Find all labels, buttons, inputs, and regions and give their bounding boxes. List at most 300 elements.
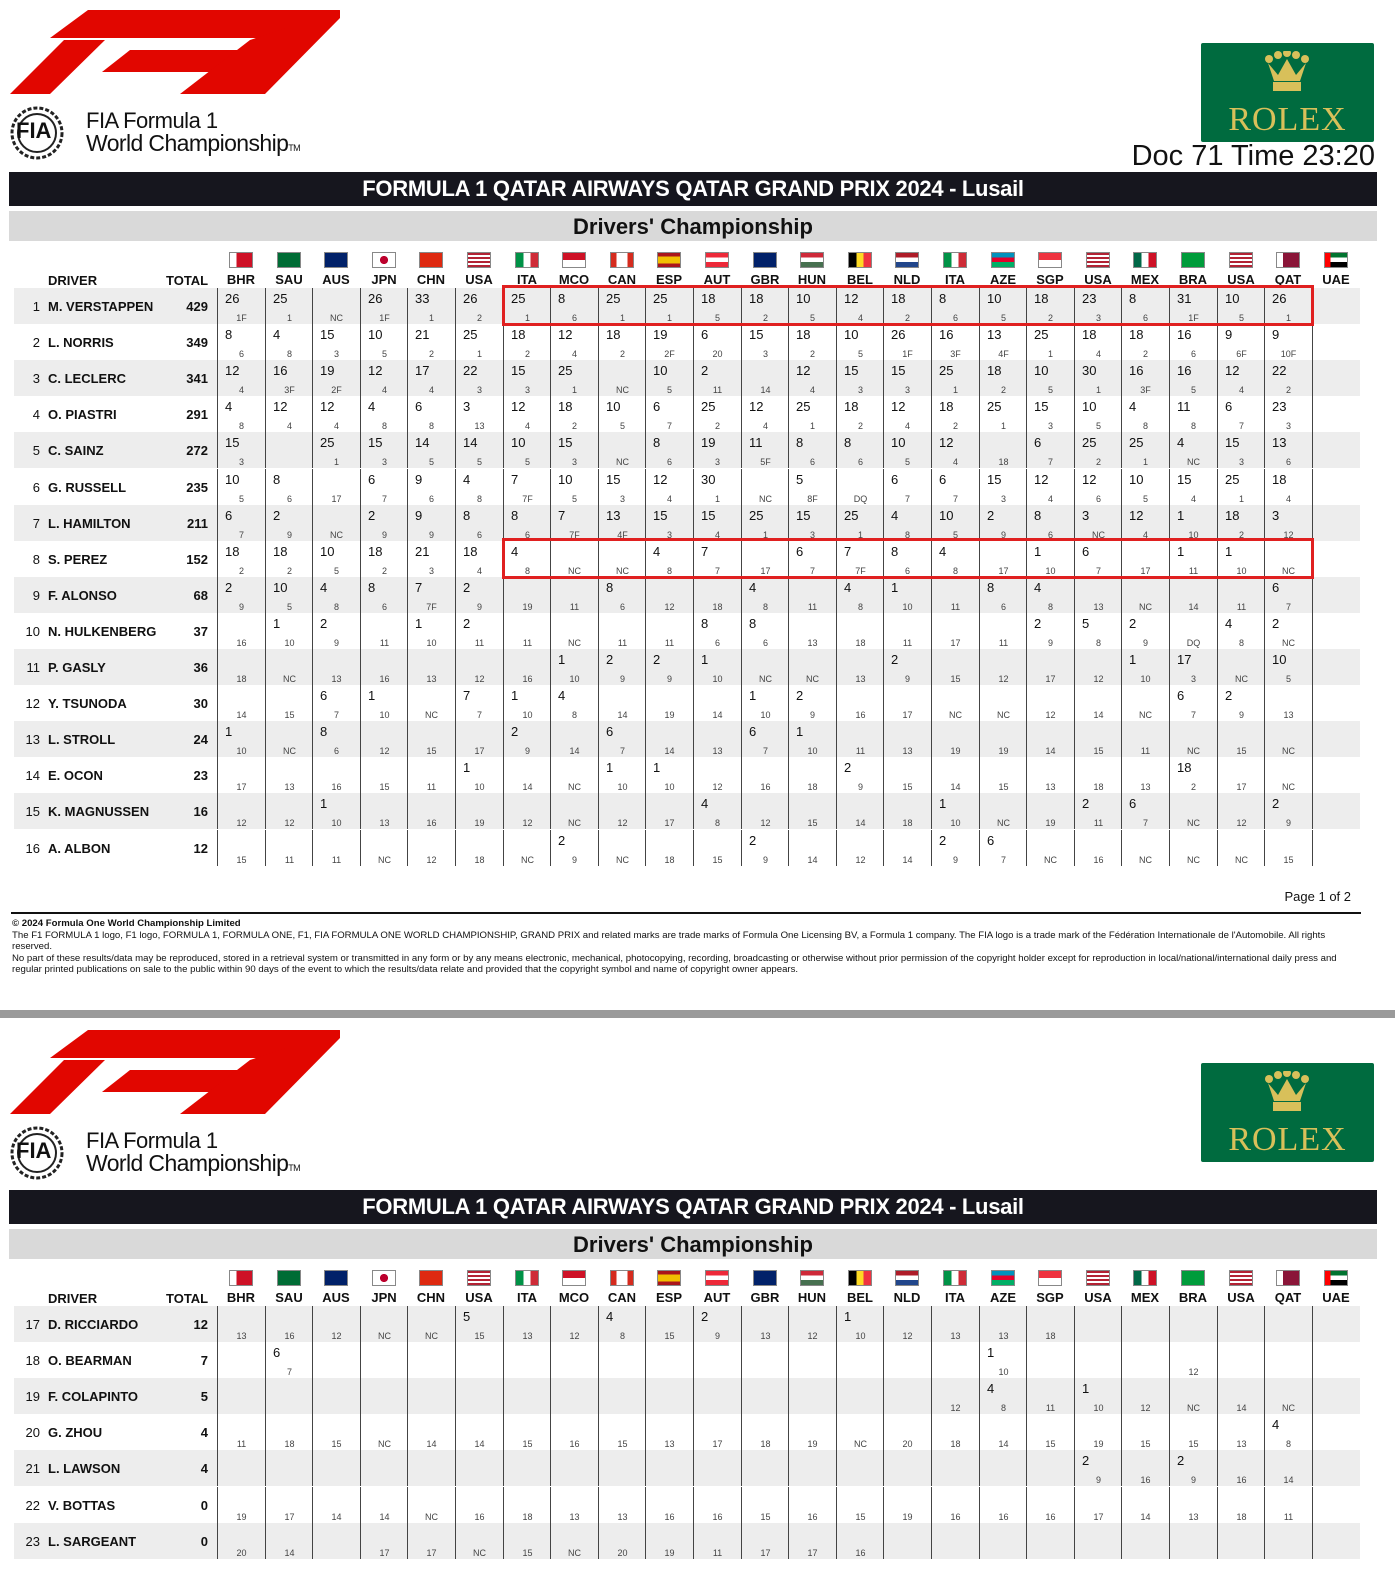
race-points: 7	[415, 580, 423, 595]
race-result-cell	[979, 432, 1026, 468]
race-points: 4	[653, 544, 661, 559]
driver-total: 16	[193, 804, 208, 819]
fia-line-2: World ChampionshipTM	[86, 1150, 301, 1176]
race-code: NLD	[893, 1290, 921, 1305]
race-finish: 1	[857, 530, 863, 540]
race-finish: 10	[379, 710, 390, 720]
crown-icon	[1264, 51, 1310, 93]
race-column-usa	[455, 1270, 503, 1308]
race-result-cell	[788, 830, 835, 866]
race-finish: 13	[1188, 1512, 1199, 1522]
race-result-cell	[836, 685, 883, 721]
race-points: 25	[273, 291, 288, 306]
race-finish: 2	[286, 566, 292, 576]
race-points: 10	[511, 435, 526, 450]
race-finish: 12	[379, 746, 390, 756]
race-points: 10	[320, 544, 335, 559]
race-points: 2	[463, 580, 471, 595]
race-points: 2	[796, 688, 804, 703]
race-result-cell	[741, 288, 788, 324]
race-finish: NC	[1282, 638, 1295, 648]
race-result-cell	[836, 613, 883, 649]
race-result-cell	[1074, 1450, 1121, 1486]
race-result-cell	[741, 360, 788, 396]
race-points: 6	[1225, 399, 1233, 414]
race-result-cell	[550, 505, 597, 541]
race-finish: 9	[714, 1331, 720, 1341]
race-points: 6	[653, 399, 661, 414]
driver-name: O. PIASTRI	[48, 407, 117, 422]
race-result-cell	[1264, 1414, 1311, 1450]
race-result-cell	[979, 757, 1026, 793]
race-result-cell	[931, 505, 978, 541]
race-finish: 13	[379, 818, 390, 828]
race-result-cell	[693, 721, 740, 757]
race-finish: 9	[809, 710, 815, 720]
race-result-cell	[741, 432, 788, 468]
race-points: 18	[891, 291, 906, 306]
race-points: 15	[225, 435, 240, 450]
race-result-cell	[788, 1378, 835, 1414]
race-points: 25	[653, 291, 668, 306]
driver-position: 13	[25, 732, 40, 747]
race-finish: 15	[426, 746, 437, 756]
driver-total: 429	[186, 299, 208, 314]
race-column-bra	[1169, 1270, 1217, 1308]
footer	[12, 918, 1367, 976]
race-finish: 2	[714, 421, 720, 431]
race-result-cell	[788, 685, 835, 721]
flag-usa-icon	[1086, 1270, 1110, 1286]
race-result-cell	[217, 1450, 264, 1486]
race-finish: 10	[1045, 566, 1056, 576]
race-finish: 15	[474, 1331, 485, 1341]
driver-position: 2	[32, 335, 40, 350]
race-result-cell	[1264, 830, 1311, 866]
race-finish: 15	[1188, 1439, 1199, 1449]
section-title: Drivers' Championship	[9, 1229, 1377, 1259]
race-code: BHR	[226, 1290, 256, 1305]
race-result-cell	[645, 1523, 692, 1559]
race-finish: 7	[904, 494, 910, 504]
race-result-cell	[693, 1523, 740, 1559]
race-points: 10	[1034, 363, 1049, 378]
race-finish: 4	[1238, 385, 1244, 395]
race-result-cell	[1217, 721, 1264, 757]
race-finish: NC	[330, 313, 343, 323]
race-result-cell	[598, 1306, 645, 1342]
race-finish: NC	[1235, 855, 1248, 865]
race-finish: 1	[1047, 349, 1053, 359]
race-result-cell	[360, 830, 407, 866]
race-code: AZE	[990, 272, 1016, 287]
race-result-cell	[265, 396, 312, 432]
race-code: UAE	[1322, 1290, 1350, 1305]
race-result-cell	[1169, 721, 1216, 757]
race-result-cell	[931, 324, 978, 360]
race-finish: 14	[522, 782, 533, 792]
race-result-cell	[217, 649, 264, 685]
race-column-bel	[836, 1270, 884, 1308]
race-result-cell	[1169, 793, 1216, 829]
race-column-mco	[550, 1270, 598, 1308]
race-result-cell	[503, 1414, 550, 1450]
race-result-cell	[883, 685, 930, 721]
race-points: 4	[463, 472, 471, 487]
race-finish: 13	[1140, 782, 1151, 792]
race-result-cell	[883, 613, 930, 649]
race-points: 15	[987, 472, 1002, 487]
race-finish: NC	[997, 818, 1010, 828]
race-result-cell	[407, 1450, 454, 1486]
race-finish: 2F	[664, 349, 675, 359]
race-result-cell	[979, 1487, 1026, 1523]
race-result-cell	[836, 469, 883, 505]
race-result-cell	[217, 1414, 264, 1450]
race-points: 18	[368, 544, 383, 559]
race-finish: 18	[522, 1512, 533, 1522]
race-result-cell	[550, 577, 597, 613]
race-column-usa	[1217, 1270, 1265, 1308]
table-row	[14, 721, 1360, 757]
race-points: 1	[225, 724, 233, 739]
race-finish: 7	[666, 421, 672, 431]
race-result-cell	[883, 649, 930, 685]
race-points: 8	[463, 508, 471, 523]
race-finish: 14	[807, 855, 818, 865]
race-finish: 2	[381, 566, 387, 576]
race-finish: 6	[1000, 602, 1006, 612]
race-result-cell	[1312, 685, 1359, 721]
race-result-cell	[407, 721, 454, 757]
race-result-cell	[312, 757, 359, 793]
race-result-cell	[407, 685, 454, 721]
race-points: 10	[558, 472, 573, 487]
race-result-cell	[1121, 1342, 1168, 1378]
race-points: 6	[749, 724, 757, 739]
driver-name: K. MAGNUSSEN	[48, 804, 150, 819]
race-finish: 7	[714, 566, 720, 576]
race-finish: 6	[571, 313, 577, 323]
table-row	[14, 432, 1360, 468]
race-finish: 1	[1285, 313, 1291, 323]
race-code: CHN	[416, 1290, 446, 1305]
race-result-cell	[1121, 1378, 1168, 1414]
race-finish: 16	[1045, 1512, 1056, 1522]
race-finish: 5	[1047, 385, 1053, 395]
race-result-cell	[741, 1414, 788, 1450]
race-finish: 2	[619, 349, 625, 359]
race-result-cell	[265, 1378, 312, 1414]
race-finish: 8	[857, 602, 863, 612]
race-finish: 4	[1142, 530, 1148, 540]
driver-total: 68	[193, 588, 208, 603]
race-points: 17	[1177, 652, 1192, 667]
race-result-cell	[788, 721, 835, 757]
race-result-cell	[979, 469, 1026, 505]
race-points: 25	[1129, 435, 1144, 450]
race-points: 9	[415, 472, 423, 487]
race-result-cell	[979, 541, 1026, 577]
race-result-cell	[503, 396, 550, 432]
race-finish: NC	[616, 566, 629, 576]
race-result-cell	[788, 360, 835, 396]
race-finish: 17	[950, 638, 961, 648]
race-result-cell	[407, 1523, 454, 1559]
race-points: 16	[939, 327, 954, 342]
race-result-cell	[503, 577, 550, 613]
race-result-cell	[1312, 830, 1359, 866]
race-result-cell	[407, 1487, 454, 1523]
flag-usa-icon	[467, 1270, 491, 1286]
race-finish: NC	[378, 1331, 391, 1341]
race-points: 10	[796, 291, 811, 306]
race-result-cell	[1121, 541, 1168, 577]
race-result-cell	[1026, 1342, 1073, 1378]
race-code: GBR	[750, 272, 780, 287]
race-code: MEX	[1130, 1290, 1160, 1305]
race-points: 5	[1082, 616, 1090, 631]
race-result-cell	[550, 1450, 597, 1486]
table-row	[14, 1342, 1360, 1378]
race-points: 25	[606, 291, 621, 306]
race-finish: 7F	[426, 602, 437, 612]
race-finish: 11	[426, 782, 437, 792]
race-finish: NC	[1282, 1403, 1295, 1413]
race-finish: 17	[426, 1548, 437, 1558]
race-points: 12	[1034, 472, 1049, 487]
race-result-cell	[1074, 505, 1121, 541]
race-result-cell	[1121, 793, 1168, 829]
race-finish: 5	[571, 494, 577, 504]
race-result-cell	[455, 685, 502, 721]
race-finish: 16	[426, 818, 437, 828]
flag-sgp-icon	[1038, 1270, 1062, 1286]
race-result-cell	[741, 757, 788, 793]
race-finish: 11	[902, 638, 913, 648]
table-row	[14, 613, 1360, 649]
race-result-cell	[1169, 830, 1216, 866]
race-finish: 19	[1045, 818, 1056, 828]
race-finish: 17	[379, 1548, 390, 1558]
race-points: 1	[844, 1309, 852, 1324]
race-result-cell	[1121, 396, 1168, 432]
race-result-cell	[788, 324, 835, 360]
race-finish: 6F	[1236, 349, 1247, 359]
race-result-cell	[693, 541, 740, 577]
race-result-cell	[550, 685, 597, 721]
race-result-cell	[1121, 1487, 1168, 1523]
race-finish: 1F	[379, 313, 390, 323]
race-result-cell	[1312, 1378, 1359, 1414]
race-result-cell	[598, 1523, 645, 1559]
race-finish: NC	[473, 1548, 486, 1558]
race-result-cell	[503, 757, 550, 793]
race-points: 2	[606, 652, 614, 667]
race-result-cell	[931, 1523, 978, 1559]
race-finish: 12	[522, 818, 533, 828]
race-result-cell	[979, 793, 1026, 829]
driver-position: 1	[32, 299, 40, 314]
race-result-cell	[931, 469, 978, 505]
race-result-cell	[455, 288, 502, 324]
race-points: 2	[701, 1309, 709, 1324]
race-column-jpn	[360, 1270, 408, 1308]
race-finish: 15	[522, 1548, 533, 1558]
race-finish: 12	[474, 674, 485, 684]
driver-position: 9	[32, 588, 40, 603]
race-result-cell	[931, 577, 978, 613]
race-finish: 14	[1045, 746, 1056, 756]
flag-gbr-icon	[753, 252, 777, 268]
race-finish: 14	[855, 818, 866, 828]
race-finish: 10	[950, 818, 961, 828]
race-result-cell	[1312, 360, 1359, 396]
race-finish: 19	[998, 746, 1009, 756]
race-result-cell	[836, 432, 883, 468]
race-points: 1	[1225, 544, 1233, 559]
race-result-cell	[693, 396, 740, 432]
race-result-cell	[503, 324, 550, 360]
race-column-can	[598, 252, 646, 290]
table-row	[14, 830, 1360, 866]
race-result-cell	[312, 649, 359, 685]
race-points: 8	[368, 580, 376, 595]
race-points: 15	[558, 435, 573, 450]
race-finish: 17	[664, 818, 675, 828]
race-column-usa	[1217, 252, 1265, 290]
table-row	[14, 288, 1360, 324]
table-row	[14, 360, 1360, 396]
race-result-cell	[360, 1414, 407, 1450]
race-points: 13	[1272, 435, 1287, 450]
race-finish: NC	[568, 566, 581, 576]
race-result-cell	[312, 1342, 359, 1378]
section-title: Drivers' Championship	[9, 211, 1377, 241]
race-finish: 8	[1000, 1403, 1006, 1413]
race-result-cell	[1169, 469, 1216, 505]
race-result-cell	[1217, 1450, 1264, 1486]
race-finish: 6	[1047, 530, 1053, 540]
race-finish: 8	[571, 710, 577, 720]
race-points: 16	[1177, 327, 1192, 342]
race-column-ita	[931, 252, 979, 290]
race-result-cell	[407, 396, 454, 432]
race-finish: 3	[904, 385, 910, 395]
race-result-cell	[598, 613, 645, 649]
race-finish: 5	[904, 457, 910, 467]
race-code: ITA	[517, 1290, 537, 1305]
race-finish: 1	[1142, 457, 1148, 467]
table-row	[14, 1523, 1360, 1559]
race-finish: NC	[283, 746, 296, 756]
race-points: 15	[749, 327, 764, 342]
race-points: 12	[368, 363, 383, 378]
race-result-cell	[598, 577, 645, 613]
race-finish: 13	[664, 1439, 675, 1449]
race-finish: 16	[998, 1512, 1009, 1522]
race-finish: 10	[617, 782, 628, 792]
race-result-cell	[265, 432, 312, 468]
race-code: ITA	[945, 1290, 965, 1305]
race-result-cell	[360, 324, 407, 360]
race-result-cell	[1264, 1487, 1311, 1523]
race-result-cell	[312, 1523, 359, 1559]
race-result-cell	[455, 721, 502, 757]
race-finish: 5	[1190, 385, 1196, 395]
flag-mco-icon	[562, 1270, 586, 1286]
race-finish: 2	[1000, 385, 1006, 395]
driver-total: 272	[186, 443, 208, 458]
race-code: MCO	[558, 272, 590, 287]
race-points: 18	[558, 399, 573, 414]
table-header	[0, 252, 1395, 290]
race-finish: 9	[1142, 638, 1148, 648]
race-result-cell	[503, 721, 550, 757]
flag-bra-icon	[1181, 252, 1205, 268]
race-result-cell	[1169, 541, 1216, 577]
race-finish: 8	[524, 566, 530, 576]
race-finish: 12	[1045, 710, 1056, 720]
race-finish: 18	[902, 818, 913, 828]
flag-ita-icon	[943, 252, 967, 268]
race-result-cell	[931, 649, 978, 685]
race-result-cell	[1074, 1523, 1121, 1559]
race-result-cell	[217, 1523, 264, 1559]
race-points: 26	[463, 291, 478, 306]
race-result-cell	[883, 541, 930, 577]
race-finish: 7	[1190, 710, 1196, 720]
race-column-usa	[1074, 252, 1122, 290]
race-result-cell	[1312, 649, 1359, 685]
race-points: 9	[415, 508, 423, 523]
race-result-cell	[693, 830, 740, 866]
race-finish: 6	[809, 457, 815, 467]
race-finish: NC	[568, 1548, 581, 1558]
race-result-cell	[598, 288, 645, 324]
race-result-cell	[693, 613, 740, 649]
race-result-cell	[1169, 1487, 1216, 1523]
driver-position: 8	[32, 552, 40, 567]
race-points: 12	[844, 291, 859, 306]
race-result-cell	[645, 793, 692, 829]
race-finish: 10	[998, 1367, 1009, 1377]
race-finish: 19	[950, 746, 961, 756]
race-result-cell	[1264, 613, 1311, 649]
race-points: 4	[749, 580, 757, 595]
race-points: 12	[1129, 508, 1144, 523]
race-code: AUS	[322, 272, 350, 287]
race-finish: 3	[619, 494, 625, 504]
race-result-cell	[645, 1414, 692, 1450]
race-finish: 6	[524, 530, 530, 540]
race-finish: 17	[998, 566, 1009, 576]
race-result-cell	[598, 685, 645, 721]
driver-total: 152	[186, 552, 208, 567]
race-result-cell	[1217, 1487, 1264, 1523]
race-points: 1	[511, 688, 519, 703]
race-finish: 8	[619, 1331, 625, 1341]
race-points: 10	[368, 327, 383, 342]
flag-mex-icon	[1133, 1270, 1157, 1286]
race-result-cell	[1264, 685, 1311, 721]
race-result-cell	[1312, 541, 1359, 577]
race-finish: 9	[571, 855, 577, 865]
race-points: 12	[511, 399, 526, 414]
race-points: 2	[1272, 616, 1280, 631]
race-finish: NC	[1187, 855, 1200, 865]
flag-mco-icon	[562, 252, 586, 268]
